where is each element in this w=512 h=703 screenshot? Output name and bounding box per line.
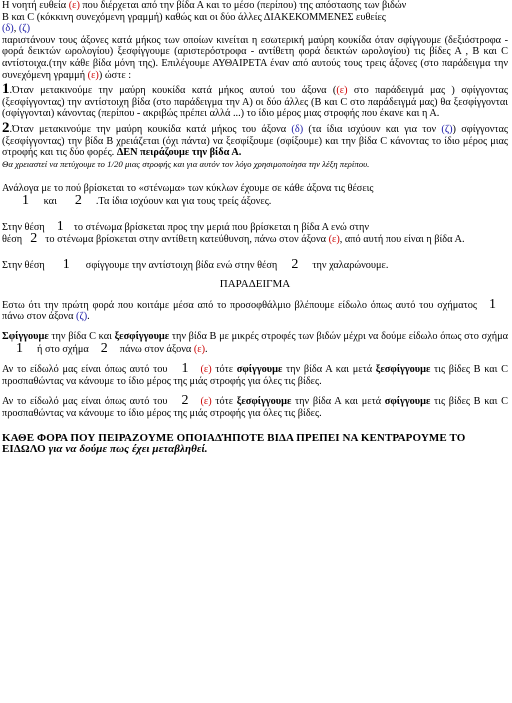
emphasis-text: ΔΕΝ πειράζουμε την βίδα Α. — [116, 147, 242, 159]
axis-e-label: (ε) — [193, 343, 206, 355]
text: τότε — [211, 396, 237, 408]
text: την βίδα Α και μετά — [282, 364, 376, 376]
text: που διέρχεται από την βίδα Α και το μέσο (περίπου) της απόστασης των βιδών — [79, 0, 407, 11]
position-1-label: 1 — [56, 218, 64, 234]
text: ) σφίγγοντας (ξεσφίγγοντας) την βίδα Β χρειάζεται (όχι πάντα) να ξεσφίξουμε (σφίξουμε) και την βίδα C κάνοντας το ίδιο μέρος μιας στροφής και τις δύο φορές. — [2, 123, 508, 159]
position-2-label: 2 — [74, 192, 82, 208]
emphasis-text: σφίγγουμε — [236, 364, 283, 376]
text: πάνω στον άξονα — [2, 311, 77, 323]
footnote: Θα χρειαστεί να πετύχουμε το 1/20 μιας στροφής και για αυτόν τον λόγο χρησιμοποίησα την λέξη περίπου. — [2, 158, 370, 169]
text: ΚΑΘΕ ΦΟΡΑ ΠΟΥ ΠΕΙΡΑΖΟΥΜΕ ΟΠΟΙΑΔΉΠΟΤΕ ΒΙΔΑ ΠΡΕΠΕΙ ΝΑ ΚΕΝΤΡΑΡΟΥΜΕ ΤΟ ΕΙΔΩΛΟ — [2, 431, 466, 456]
axis-delta-label: (δ) — [2, 23, 14, 35]
tighten-rule — [2, 256, 508, 272]
position-1-label: 1 — [62, 256, 70, 272]
closing-note — [2, 433, 508, 456]
example-case-2 — [2, 395, 508, 419]
position-2-label: 2 — [291, 256, 299, 272]
emphasis-text: ξεσφίγγουμε — [375, 364, 431, 376]
text: .Όταν μετακινούμε την μαύρη κουκίδα κατά μήκος αυτού του άξονα ( — [9, 85, 337, 97]
text: παριστάνουν τους άξονες κατά μήκος των οποίων κινείται η εσωτερική μαύρη κουκίδα όταν σφίγγουμε (δεξιόστροφα - φορά δεικτών ωρολογίου) ξεσφίγγουμε (αριστερόστροφα - αντίθετη φορά δεικτών ωρολογίου) τις βίδες Α , Β και C αντίστοιχα.(την κάθε βίδα μόνη της). — [2, 34, 508, 69]
text: την βίδα Α και μετά — [291, 396, 385, 408]
text: ) ώστε : — [98, 69, 132, 81]
document-page — [2, 0, 508, 456]
axis-delta-label: (δ) — [291, 123, 304, 135]
text: ή στο σχήμα — [37, 343, 89, 355]
figure-2-label: 2 — [100, 340, 108, 356]
axis-zeta-label: (ζ) — [441, 123, 453, 135]
example-case-1 — [2, 363, 508, 387]
figure-1-label: 1 — [181, 361, 189, 377]
positions-paragraph — [2, 183, 508, 207]
text: Στην θέση — [2, 259, 45, 271]
text: την χαλαρώνουμε. — [312, 259, 389, 271]
text: πάνω στον άξονα — [119, 343, 194, 355]
text: .Όταν μετακινούμε την μαύρη κουκίδα κατά μήκος του άξονα — [9, 123, 292, 135]
position-1-label: 1 — [22, 192, 29, 208]
item-2 — [2, 119, 508, 159]
text: . — [87, 311, 90, 323]
text: Αν το είδωλό μας είναι όπως αυτό του — [2, 364, 168, 376]
text: .Τα ίδια ισχύουν και για τους τρείς άξονες. — [95, 195, 272, 207]
figure-1-label: 1 — [16, 340, 23, 356]
intro-paragraph — [2, 0, 508, 81]
text: Στην θέση — [2, 221, 45, 233]
axis-e-label: (ε) — [200, 364, 212, 376]
emphasis-text: σφίγγουμε — [384, 396, 431, 408]
text: Αν το είδωλό μας είναι όπως αυτό του — [2, 396, 168, 408]
text: τότε — [211, 364, 237, 376]
text: Η νοητή ευθεία — [2, 0, 69, 11]
item-number: 1 — [2, 81, 10, 98]
axis-e-label: (ε) — [68, 0, 80, 11]
axis-e-label: (ε) — [328, 234, 340, 246]
axis-zeta-label: (ζ) — [18, 23, 30, 35]
text: (τα ίδια ισχύουν και για τον — [303, 123, 442, 135]
axis-e-label: (ε) — [200, 396, 212, 408]
text: Β και C (κόκκινη συνεχόμενη γραμμή) καθώς και οι δύο άλλες ΔΙΑΚΕΚΟΜΜΕΝΕΣ ευθείες — [2, 11, 386, 23]
item-number: 2 — [2, 119, 10, 136]
text: , από αυτή που είναι η βίδα Α. — [339, 234, 465, 246]
position-description — [2, 218, 508, 247]
text: σφίγγουμε την αντίστοιχη βίδα ενώ στην θέση — [85, 259, 278, 271]
section-heading: ΠΑΡΑΔΕΙΓΜΑ — [219, 278, 291, 291]
emphasis-text: ξεσφίγγουμε — [114, 331, 170, 343]
text: και — [43, 195, 57, 207]
text: την βίδα C και — [48, 331, 115, 343]
text: το στένωμα βρίσκεται προς την μεριά που βρίσκεται η βίδα Α ενώ στην — [73, 221, 370, 233]
emphasis-text: Σφίγγουμε — [2, 331, 49, 343]
text: Εστω ότι την πρώτη φορά που κοιτάμε μέσα από το προσοφθάλμιο βλέπουμε είδωλο όπως αυτό του σχήματος — [2, 299, 477, 311]
text: Ανάλογα με το πού βρίσκεται το «στένωμα» των κύκλων έχουμε σε κάθε άξονα τις θέσεις — [2, 183, 374, 195]
text: τις βίδες Β και C προσπαθώντας να κάνουμε το ίδιο μέρος της μιάς στροφής για όλες τις βίδες. — [2, 396, 508, 420]
text: θέση — [2, 234, 23, 246]
text: Επιλέγουμε ΑΥΘΑΙΡΕΤΑ έναν από αυτούς τους τρεις άξονες (στο παράδειγμα την συνεχόμενη γραμμή — [2, 57, 509, 81]
figure-1-label: 1 — [489, 296, 496, 312]
position-2-label: 2 — [30, 231, 38, 247]
axis-e-label: (ε) — [336, 85, 348, 97]
text: την βίδα Β με μικρές στροφές των βιδών μέχρι να δούμε είδωλο όπως στο σχήμα — [169, 331, 509, 343]
item-1 — [2, 81, 508, 120]
text: . — [205, 343, 208, 355]
figure-2-label: 2 — [181, 393, 189, 409]
axis-e-label: (ε) — [87, 69, 99, 81]
example-intro — [2, 296, 508, 323]
axis-zeta-label: (ζ) — [76, 311, 88, 323]
emphasis-text: ξεσφίγγουμε — [236, 396, 292, 408]
example-step-1 — [2, 331, 508, 355]
text: , — [13, 23, 19, 35]
text: τις βίδες Β και C προσπαθώντας να κάνουμε το ίδιο μέρος της μιάς στροφής για όλες τις βίδες. — [2, 364, 508, 387]
text: στο παράδειγμά μας ) σφίγγοντας (ξεσφίγγοντας) την αντίστοιχη βίδα (στο παράδειγμα την Α) οι δύο άλλες (Β και C στο παράδειγμά μας) θα ξεσφίγγονται (σφίγγονται) κάνοντας (περίπου - ακριβώς πρέπει αλλά ...) το ίδιο μέρος μιας στροφής που έκανε και η Α. — [2, 85, 508, 120]
text: το στένωμα βρίσκεται στην αντίθετη κατεύθυνση, πάνω στον άξονα — [45, 234, 329, 246]
text: για να δούμε πως έχει μεταβληθεί. — [48, 443, 208, 456]
